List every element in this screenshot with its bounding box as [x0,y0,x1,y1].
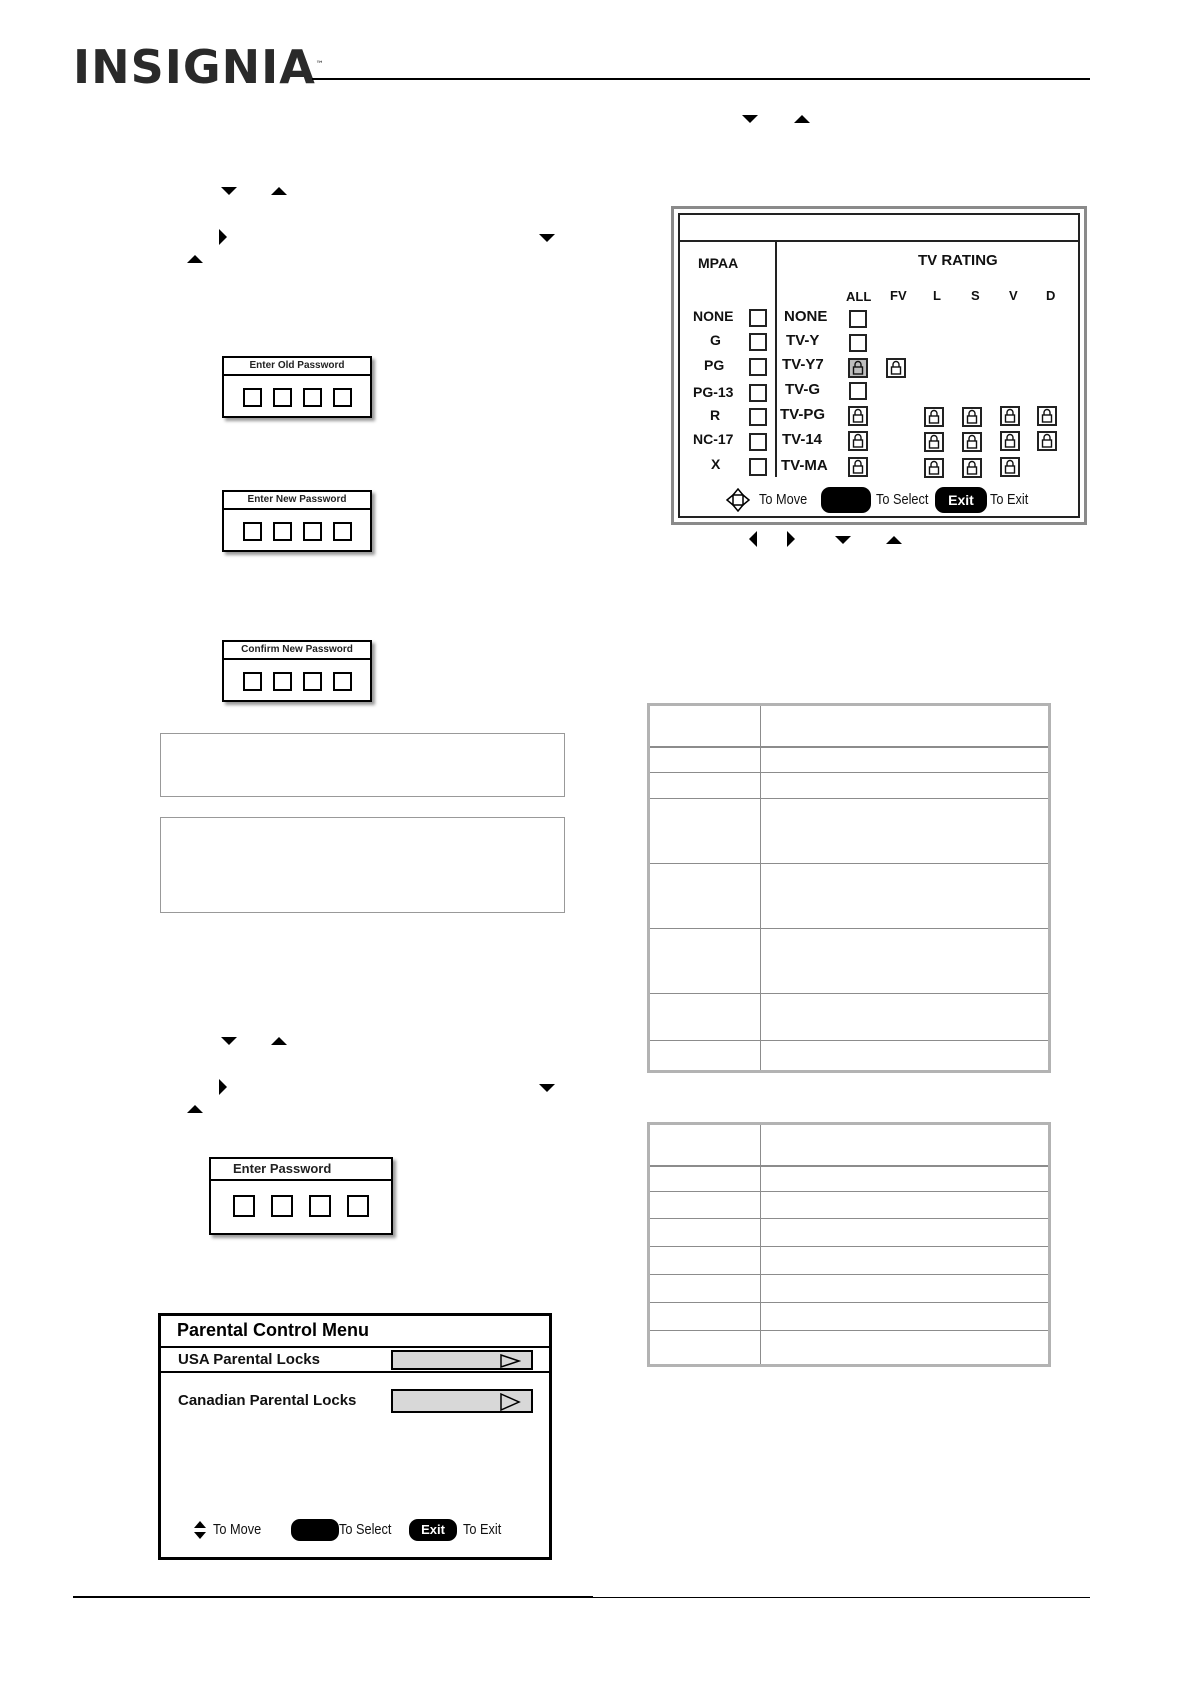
insignia-logo: INSIGNIA™ [73,40,325,94]
digit-input[interactable] [273,522,292,541]
mpaa-rating: PG-13 [693,384,734,400]
lock-checkbox[interactable] [1000,406,1020,426]
digit-input[interactable] [303,522,322,541]
lock-checkbox[interactable] [962,458,982,478]
lock-checkbox[interactable] [962,407,982,427]
digit-input[interactable] [243,388,262,407]
usa-locks-bar[interactable] [391,1350,533,1370]
rating-description-table [647,703,1051,1073]
left-arrow-icon [748,530,758,548]
table-row [650,863,1048,864]
down-arrow-icon [220,186,238,196]
lock-icon [964,409,980,425]
lock-icon [850,433,866,449]
tv-rating: TV-G [785,381,821,398]
lock-icon [926,409,942,425]
dialog-title: Confirm New Password [224,642,370,660]
up-arrow-icon [793,114,811,124]
to-exit-label: To Exit [463,1521,502,1538]
down-arrow-icon [834,535,852,545]
mpaa-rating: PG [704,357,725,373]
column-s: S [971,288,980,303]
digit-input[interactable] [333,672,352,691]
enter-old-password-dialog [222,356,372,418]
column-fv: FV [890,288,907,303]
to-select-label: To Select [339,1521,392,1538]
lock-icon [1039,433,1055,449]
footer-rule [593,1597,1090,1598]
to-exit-label: To Exit [990,491,1029,508]
lock-checkbox[interactable] [924,432,944,452]
lock-icon [888,360,904,376]
menu-title: Parental Control Menu [177,1320,370,1340]
lock-checkbox[interactable] [1037,406,1057,426]
tv-rating: TV-Y [786,332,820,349]
exit-key: Exit [935,487,987,513]
up-arrow-icon [885,535,903,545]
column-d: D [1046,288,1056,303]
table-row [650,1302,1048,1303]
table-row [650,1330,1048,1331]
select-key [821,487,871,513]
digit-input[interactable] [271,1195,293,1217]
to-move-label: To Move [759,491,808,508]
digit-input[interactable] [243,522,262,541]
mpaa-rating: R [710,407,721,423]
column-v: V [1009,288,1018,303]
tv-rating: NONE [784,308,828,325]
tv-rating: TV-MA [781,457,828,474]
tv-checkbox[interactable] [849,310,867,328]
mpaa-rating: X [711,456,721,472]
up-arrow-icon [270,186,288,196]
digit-input[interactable] [309,1195,331,1217]
lock-icon [964,434,980,450]
confirm-new-password-dialog [222,640,372,702]
table-row [650,1040,1048,1041]
digit-input[interactable] [233,1195,255,1217]
down-arrow-icon [538,1083,556,1093]
table-row [650,1246,1048,1247]
four-way-arrow-icon [726,488,750,512]
table-row [650,1191,1048,1192]
table-row [650,928,1048,929]
lock-checkbox[interactable] [848,457,868,477]
lock-checkbox[interactable] [924,407,944,427]
exit-key: Exit [409,1519,457,1541]
play-arrow-icon [499,1393,521,1411]
up-arrow-icon [270,1036,288,1046]
header-rule [312,78,1090,80]
mpaa-rating: G [710,332,721,348]
down-arrow-icon [538,233,556,243]
select-key [291,1519,339,1541]
tv-checkbox[interactable] [849,382,867,400]
lock-icon [926,434,942,450]
rating-lock-dialog [671,206,1087,525]
mpaa-checkbox[interactable] [749,384,767,402]
up-arrow-icon [186,254,204,264]
right-arrow-icon [218,1078,228,1096]
table-row [650,1274,1048,1275]
lock-checkbox[interactable] [848,406,868,426]
column-all: ALL [846,289,872,304]
mpaa-checkbox[interactable] [749,408,767,426]
digit-input[interactable] [303,388,322,407]
table-row [650,1218,1048,1219]
table-row [650,798,1048,799]
to-select-label: To Select [876,491,929,508]
right-arrow-icon [218,228,228,246]
play-arrow-icon [499,1354,521,1368]
lock-icon [1002,408,1018,424]
lock-icon [964,460,980,476]
lock-checkbox[interactable] [886,358,906,378]
canadian-locks-bar[interactable] [391,1389,533,1413]
digit-input[interactable] [333,522,352,541]
mpaa-header: MPAA [698,255,739,271]
digit-input[interactable] [303,672,322,691]
mpaa-checkbox[interactable] [749,333,767,351]
lock-icon [850,360,866,376]
lock-icon [1039,408,1055,424]
to-move-label: To Move [213,1521,262,1538]
tv-rating: TV-PG [780,406,826,423]
mpaa-checkbox[interactable] [749,458,767,476]
mpaa-checkbox[interactable] [749,309,767,327]
tv-rating-header: TV RATING [918,252,998,269]
rating-description-table-2 [647,1122,1051,1367]
digit-input[interactable] [243,672,262,691]
dialog-title: Enter Old Password [224,358,370,376]
lock-icon [850,408,866,424]
caution-box [160,817,565,913]
lock-checkbox[interactable] [1000,431,1020,451]
lock-icon [1002,459,1018,475]
mpaa-rating: NC-17 [693,431,734,447]
menu-item-usa-parental-locks[interactable]: USA Parental Locks [178,1351,320,1368]
down-arrow-icon [741,114,759,124]
tv-rating: TV-Y7 [782,356,824,373]
tv-rating: TV-14 [782,431,823,448]
table-row [650,746,1048,748]
lock-checkbox[interactable] [924,458,944,478]
digit-input[interactable] [273,672,292,691]
lock-icon [926,460,942,476]
lock-checkbox[interactable] [962,432,982,452]
mpaa-rating: NONE [693,308,734,324]
digit-input[interactable] [273,388,292,407]
enter-new-password-dialog [222,490,372,552]
lock-checkbox[interactable] [1037,431,1057,451]
column-l: L [933,288,941,303]
table-row [650,772,1048,773]
tv-checkbox[interactable] [849,334,867,352]
lock-icon [1002,433,1018,449]
down-arrow-icon [220,1036,238,1046]
footer-rule [73,1596,593,1598]
dialog-title: Enter New Password [224,492,370,510]
right-arrow-icon [786,530,796,548]
table-row [650,1165,1048,1167]
mpaa-checkbox[interactable] [749,358,767,376]
enter-password-dialog [209,1157,393,1235]
up-arrow-icon [186,1104,204,1114]
lock-checkbox[interactable] [848,358,868,378]
menu-item-canadian-parental-locks[interactable]: Canadian Parental Locks [178,1392,357,1409]
lock-icon [850,459,866,475]
note-box [160,733,565,797]
lock-checkbox[interactable] [848,431,868,451]
table-row [650,993,1048,994]
dialog-title: Enter Password [211,1159,391,1181]
up-down-arrow-icon [193,1520,207,1540]
parental-control-menu [158,1313,552,1560]
digit-input[interactable] [333,388,352,407]
digit-input[interactable] [347,1195,369,1217]
mpaa-checkbox[interactable] [749,433,767,451]
lock-checkbox[interactable] [1000,457,1020,477]
